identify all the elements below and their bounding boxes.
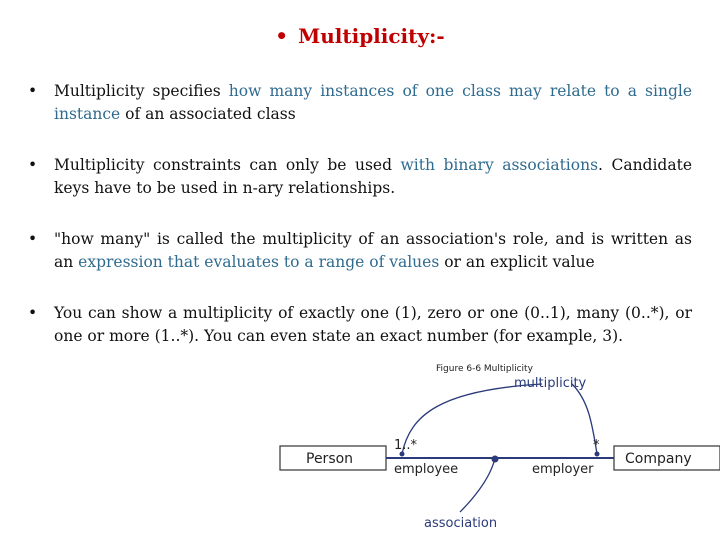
bullet-list bbox=[28, 80, 692, 376]
title-bullet: • bbox=[275, 24, 289, 48]
association-pointer bbox=[460, 458, 495, 512]
bullet-highlight: expression that evaluates to a range of values bbox=[78, 253, 440, 271]
multiplicity-figure bbox=[270, 360, 720, 540]
right-role-employer: employer bbox=[532, 462, 594, 477]
bullet-item bbox=[28, 80, 692, 126]
bullet-text: of an associated class bbox=[120, 105, 296, 123]
person-class-name: Person bbox=[306, 451, 354, 467]
bullet-marker: • bbox=[28, 82, 38, 100]
title-text: Multiplicity:- bbox=[298, 24, 445, 48]
left-role-employee: employee bbox=[394, 462, 459, 477]
multiplicity-label: multiplicity bbox=[514, 376, 587, 391]
bullet-text: You can show a multiplicity of exactly one (1), zero or one (0..1), many (0..*), or one or more (1..*). You can even state an exact number (for example, 3). bbox=[54, 304, 692, 345]
bullet-highlight: with binary associations bbox=[400, 156, 599, 174]
bullet-marker: • bbox=[28, 304, 38, 322]
bullet-text: "how many" is called the multiplicity of an association's role, and is written as an bbox=[54, 230, 692, 271]
bullet-marker: • bbox=[28, 230, 38, 248]
bullet-marker: • bbox=[28, 156, 38, 174]
bullet-text: Multiplicity constraints can only be used bbox=[54, 156, 401, 174]
right-multiplicity: * bbox=[593, 438, 600, 453]
bullet-item bbox=[28, 228, 692, 274]
company-class-name: Company bbox=[625, 451, 692, 467]
bullet-item bbox=[28, 154, 692, 200]
multiplicity-pointer-left bbox=[402, 384, 542, 454]
bullet-highlight: how many instances of one class may relate to a single instance bbox=[54, 82, 692, 123]
bullet-text: or an explicit value bbox=[439, 253, 595, 271]
figure-drawing bbox=[270, 360, 720, 540]
bullet-item bbox=[28, 302, 692, 348]
slide-title bbox=[0, 24, 720, 48]
bullet-text: . Candidate keys have to be used in n-ary relationships. bbox=[54, 156, 692, 197]
left-multiplicity: 1..* bbox=[394, 438, 418, 453]
bullet-text: Multiplicity specifies bbox=[54, 82, 229, 100]
figure-caption: Figure 6-6 Multiplicity bbox=[436, 364, 533, 374]
association-label: association bbox=[424, 516, 498, 531]
association-dot bbox=[492, 456, 499, 463]
